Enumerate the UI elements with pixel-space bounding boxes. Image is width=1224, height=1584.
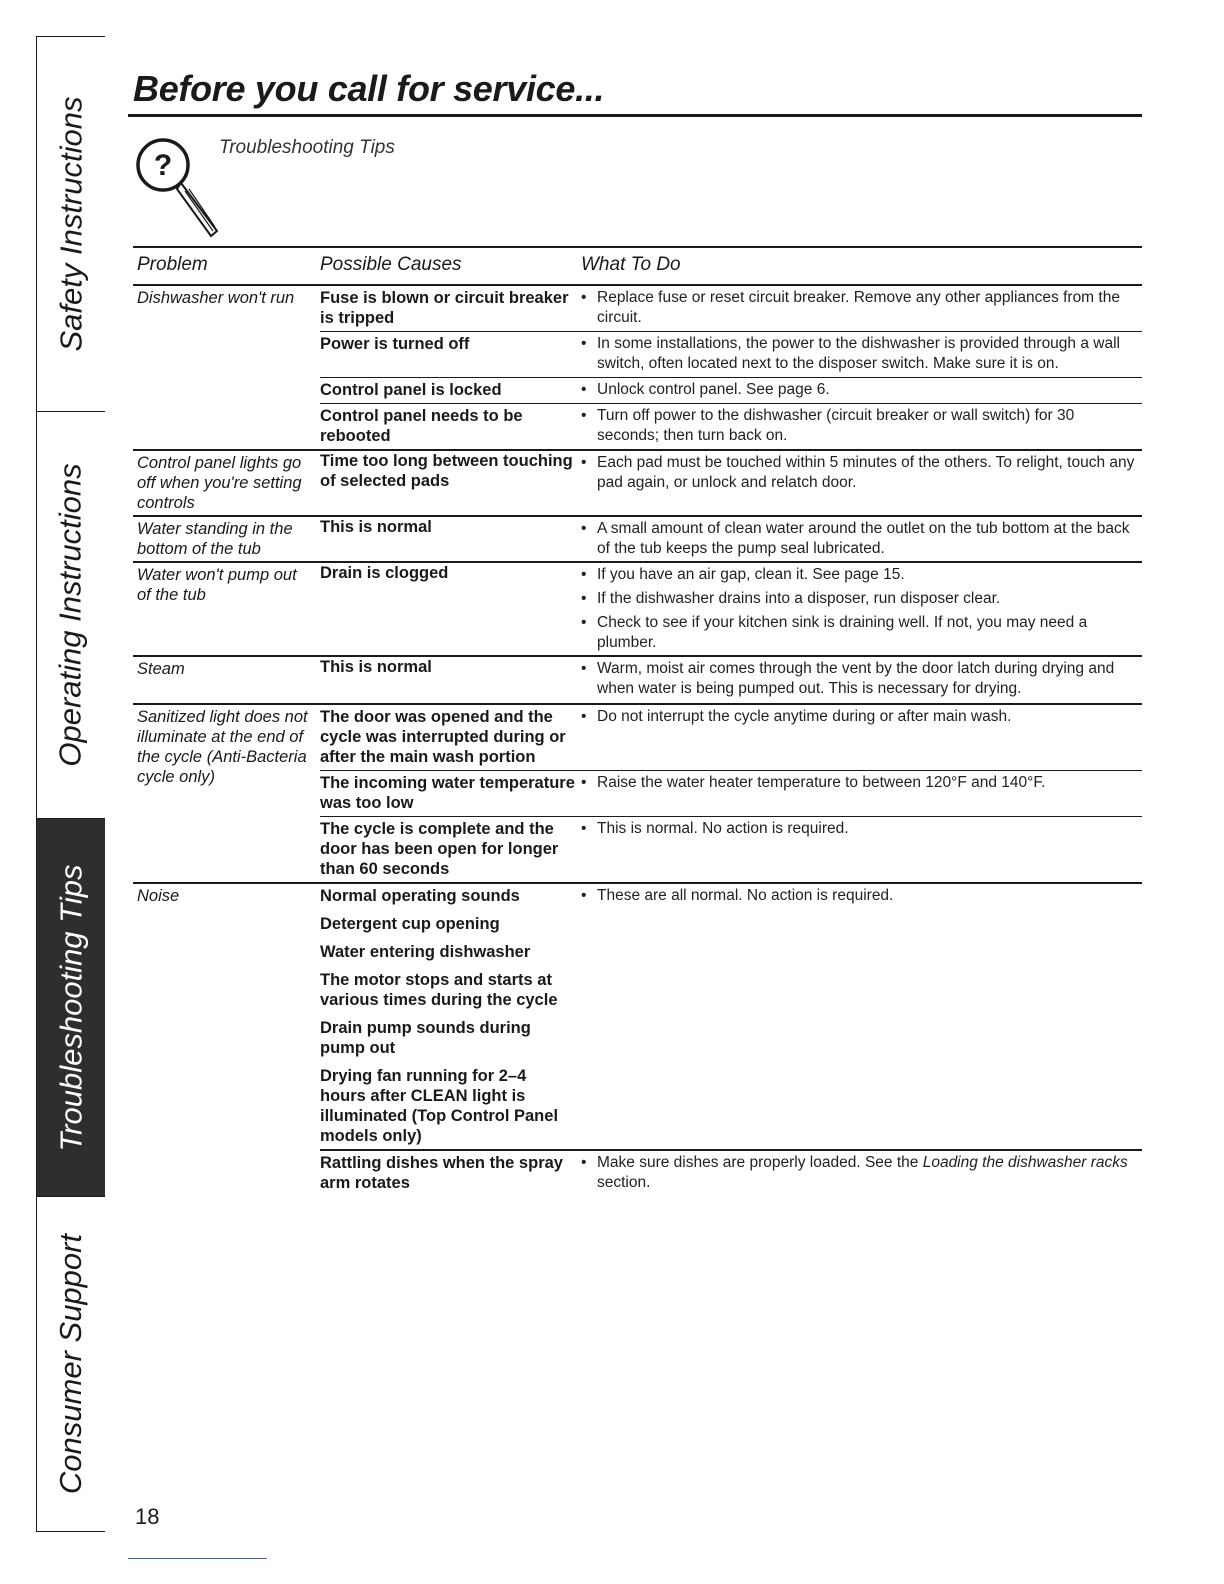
table-header xyxy=(133,252,1142,286)
todo-text: Check to see if your kitchen sink is draining well. If not, you may need a plumber. xyxy=(597,614,1088,651)
problem-text: Steam xyxy=(137,660,185,678)
cause-text: This is normal xyxy=(320,658,432,676)
table-row: Water won't pump out of the tub Drain is clogged • If you have an air gap, clean it. See page 15. • If the dishwasher drains into a disposer, run disposer clear. • Check to see if your kitchen sink is draining well. If not, you may need a plumber. xyxy=(133,563,1142,657)
cause-text: Detergent cup opening xyxy=(320,915,500,933)
cause-text: Rattling dishes when the spray arm rotates xyxy=(320,1154,563,1192)
tab-label: Operating Instructions xyxy=(53,463,89,767)
todo-text: A small amount of clean water around the outlet on the tub bottom at the back of the tub keeps the pump seal lubricated. xyxy=(597,520,1130,557)
problem-text: Noise xyxy=(137,887,180,905)
cause-text: Control panel is locked xyxy=(320,381,502,399)
tab-troubleshooting-tips[interactable] xyxy=(37,819,105,1197)
problem-text: Water won't pump out of the tub xyxy=(137,566,297,604)
section-subtitle: Troubleshooting Tips xyxy=(219,137,395,158)
page-number: 18 xyxy=(135,1504,160,1529)
cause-text: Normal operating sounds xyxy=(320,887,520,905)
todo-text: Replace fuse or reset circuit breaker. Remove any other appliances from the circuit. xyxy=(597,289,1120,326)
title-divider xyxy=(128,114,1142,117)
todo-text: This is normal. No action is required. xyxy=(597,820,849,837)
magnifier-question-icon xyxy=(133,135,223,250)
column-header-causes: Possible Causes xyxy=(320,254,462,275)
section-tab-bar xyxy=(36,36,105,1532)
cause-text: The door was opened and the cycle was interrupted during or after the main wash portion xyxy=(320,708,566,766)
todo-text: In some installations, the power to the dishwasher is provided through a wall switch, often located next to the disposer switch. Make sure it is on. xyxy=(597,335,1120,372)
cause-text: This is normal xyxy=(320,518,432,536)
cause-text: Drying fan running for 2–4 hours after CLEAN light is illuminated (Top Control Panel models only) xyxy=(320,1067,559,1145)
todo-text xyxy=(597,1154,1128,1191)
table-row: Water standing in the bottom of the tub This is normal • A small amount of clean water around the outlet on the tub bottom at the back of the tub keeps the pump seal lubricated. xyxy=(133,517,1142,563)
cause-text: Drain pump sounds during pump out xyxy=(320,1019,531,1057)
todo-text-part: section. xyxy=(597,1174,651,1191)
problem-text: Dishwasher won't run xyxy=(137,289,295,307)
problem-text: Control panel lights go off when you're setting controls xyxy=(137,454,302,512)
table-top-rule xyxy=(133,246,1142,248)
tab-label: Consumer Support xyxy=(53,1233,88,1495)
table-row: Sanitized light does not illuminate at the end of the cycle (Anti-Bacteria cycle only) The door was opened and the cycle was interrupted during or after the main wash portion • Do not interrupt the cycle anytime during or after main wash. The incoming water temperature was too low • Raise the water heater temperature to between 120°F and 140°F. The cycle is complete and the door has been open for longer than 60 seconds • This is normal. No action is required. xyxy=(133,705,1142,884)
todo-text: Unlock control panel. See page 6. xyxy=(597,381,830,398)
cause-text: Fuse is blown or circuit breaker is tripped xyxy=(320,289,569,327)
todo-text: Each pad must be touched within 5 minutes of the others. To relight, touch any pad again, or unlock and relatch door. xyxy=(597,454,1135,491)
cause-text: The cycle is complete and the door has been open for longer than 60 seconds xyxy=(320,820,559,878)
tab-operating-instructions[interactable] xyxy=(37,412,105,819)
column-header-problem: Problem xyxy=(137,254,208,275)
todo-text: If you have an air gap, clean it. See page 15. xyxy=(597,566,905,583)
table-row: Noise Normal operating sounds Detergent cup opening Water entering dishwasher The motor stops and starts at various times during the cycle Drain pump sounds during pump out Drying fan running for 2–4 hours after CLEAN light is illuminated (Top Control Panel models only) • These are all normal. No action is required. Rattling dishes when the spray arm rotates • Make sure dishes are properly loaded. See the Loading the dishwasher racks section. xyxy=(133,884,1142,1196)
todo-text: Warm, moist air comes through the vent by the door latch during drying and when water is being pumped out. This is necessary for drying. xyxy=(597,660,1115,697)
tab-consumer-support[interactable] xyxy=(37,1197,105,1531)
tab-safety-instructions[interactable] xyxy=(37,37,105,412)
problem-text: Water standing in the bottom of the tub xyxy=(137,520,293,558)
todo-text: If the dishwasher drains into a disposer, run disposer clear. xyxy=(597,590,1001,607)
cause-text: Water entering dishwasher xyxy=(320,943,531,961)
cause-text: The motor stops and starts at various times during the cycle xyxy=(320,971,558,1009)
table-row: Steam This is normal • Warm, moist air comes through the vent by the door latch during drying and when water is being pumped out. This is necessary for drying. xyxy=(133,657,1142,705)
cause-text: Power is turned off xyxy=(320,335,470,353)
todo-text: Do not interrupt the cycle anytime during or after main wash. xyxy=(597,708,1012,725)
troubleshooting-table xyxy=(133,252,1142,1196)
tab-label: Troubleshooting Tips xyxy=(53,864,89,1151)
todo-text: Raise the water heater temperature to between 120°F and 140°F. xyxy=(597,774,1046,791)
cause-text: Control panel needs to be rebooted xyxy=(320,407,523,445)
todo-text: Turn off power to the dishwasher (circuit breaker or wall switch) for 30 seconds; then turn back on. xyxy=(597,407,1075,444)
todo-text: These are all normal. No action is required. xyxy=(597,887,894,904)
column-header-what-to-do: What To Do xyxy=(581,254,681,275)
section-reference: Loading the dishwasher racks xyxy=(922,1154,1128,1171)
table-row: Dishwasher won't run Fuse is blown or circuit breaker is tripped • Replace fuse or reset circuit breaker. Remove any other appliances from the circuit. Power is turned off • In some installations, the power to the dishwasher is provided through a wall switch, often located next to the disposer switch. Make sure it is on. Control panel is locked • Unlock control panel. See page 6. Control panel needs to be rebooted • Turn off power to the dishwasher (circuit breaker or wall switch) for 30 seconds; then turn back on. xyxy=(133,286,1142,451)
cause-text: Drain is clogged xyxy=(320,564,449,582)
todo-text-part: Make sure dishes are properly loaded. See the xyxy=(597,1154,923,1171)
link-underline xyxy=(128,1558,267,1559)
table-row: Control panel lights go off when you're setting controls Time too long between touching of selected pads • Each pad must be touched within 5 minutes of the others. To relight, touch any pad again, or unlock and relatch door. xyxy=(133,451,1142,517)
page-title: Before you call for service... xyxy=(133,68,605,109)
svg-text:?: ? xyxy=(153,149,173,182)
problem-text: Sanitized light does not illuminate at the end of the cycle (Anti-Bacteria cycle only) xyxy=(137,708,308,786)
cause-text: The incoming water temperature was too low xyxy=(320,774,575,812)
cause-text: Time too long between touching of selected pads xyxy=(320,452,573,490)
tab-label: Safety Instructions xyxy=(53,96,89,352)
